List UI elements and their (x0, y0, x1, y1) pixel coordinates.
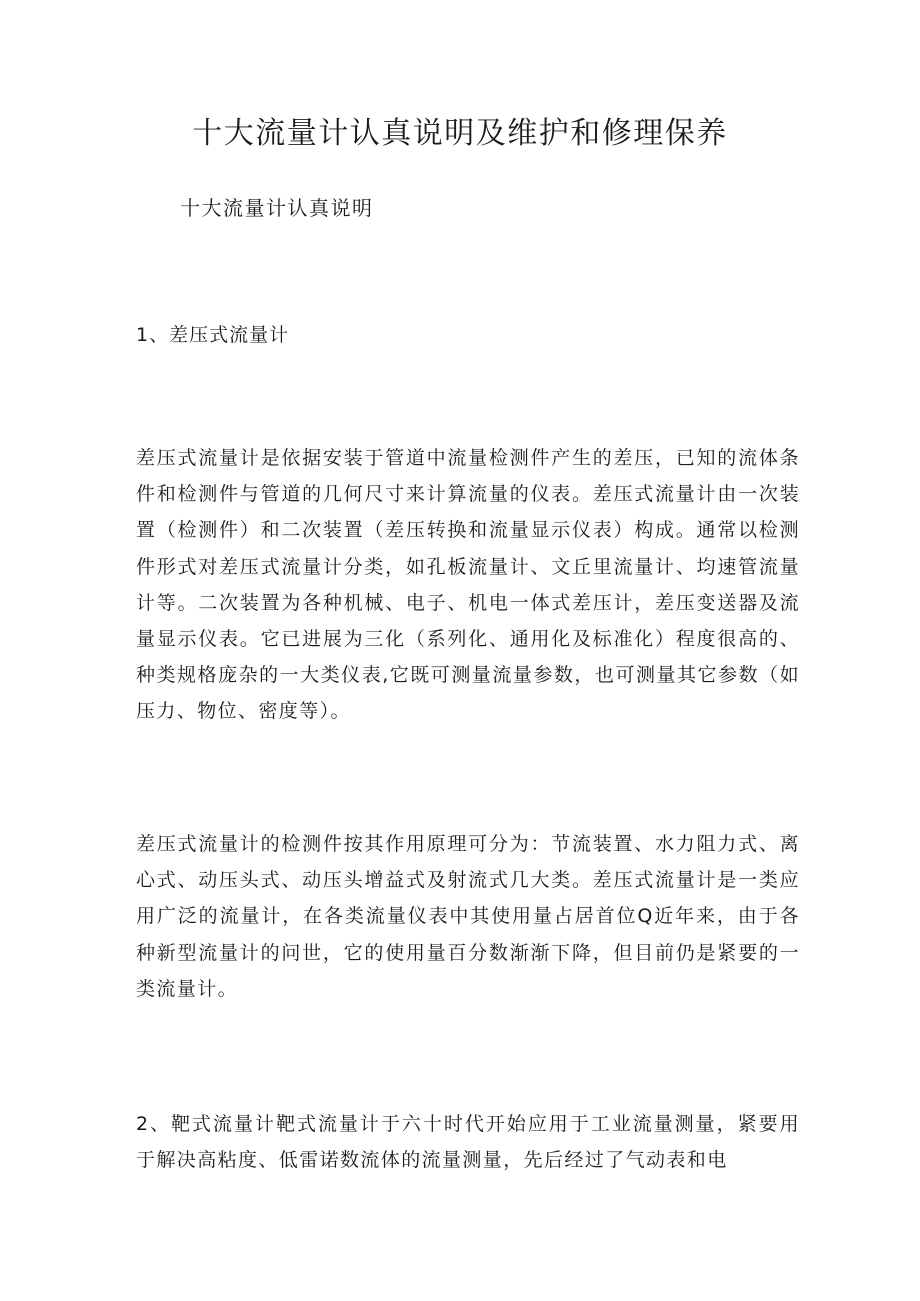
document-subtitle: 十大流量计认真说明 (180, 196, 374, 220)
paragraph-intro: 差压式流量计是依据安装于管道中流量检测件产生的差压，已知的流体条件和检测件与管道的几何尺寸来计算流量的仪表。差压式流量计由一次装置（检测件）和二次装置（差压转换和流量显示仪表）构成。通常以检测件形式对差压式流量计分类，如孔板流量计、文丘里流量计、均速管流量计等。二次装置为各种机械、电子、机电一体式差压计，差压变送器及流量显示仪表。它已进展为三化（系列化、通用化及标准化）程度很高的、种类规格庞杂的一大类仪表,它既可测量流量参数，也可测量其它参数（如压力、物位、密度等）。 (136, 447, 800, 723)
paragraph-classification: 差压式流量计的检测件按其作用原理可分为：节流装置、水力阻力式、离心式、动压头式、动压头增益式及射流式几大类。差压式流量计是一类应用广泛的流量计，在各类流量仪表中其使用量占居首位Q近年来，由于各种新型流量计的问世，它的使用量百分数渐渐下降，但目前仍是紧要的一类流量计。 (136, 833, 800, 1000)
document-title: 十大流量计认真说明及维护和修理保养 (192, 116, 728, 151)
paragraph-target-flowmeter: 2、靶式流量计靶式流量计于六十时代开始应用于工业流量测量，紧要用于解决高粘度、低雷诺数流体的流量测量，先后经过了气动表和电 (136, 1113, 800, 1172)
section-heading-differential-pressure: 1、差压式流量计 (136, 324, 290, 346)
